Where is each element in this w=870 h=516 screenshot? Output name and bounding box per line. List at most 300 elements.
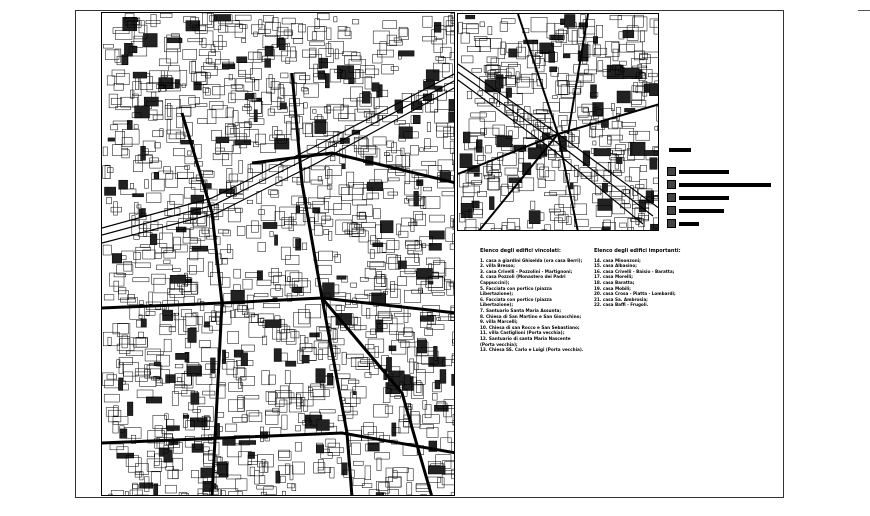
building-footprint [254,110,257,122]
building-footprint [393,468,408,473]
building-footprint [170,195,183,205]
building-footprint [337,458,341,464]
building-footprint [316,369,326,383]
building-footprint [227,168,232,182]
building-footprint [189,98,200,105]
legend-item [667,193,777,202]
building-footprint [451,219,454,227]
building-footprint [417,180,424,186]
building-footprint [502,226,507,232]
building-footprint [391,67,398,71]
list-item: 13. Chiesa SS. Carlo e Luigi (Porta vecchia). [480,347,584,353]
building-footprint [264,487,277,495]
building-footprint [217,462,226,474]
building-footprint [566,217,571,225]
building-footprint [111,125,118,130]
building-footprint [306,304,321,318]
building-footprint [429,243,442,250]
building-footprint [139,209,145,217]
building-footprint [184,214,191,223]
building-footprint [353,391,357,394]
building-footprint [413,212,422,220]
building-footprint [155,426,162,437]
building-footprint [251,221,258,232]
building-footprint [388,178,399,181]
building-footprint [353,461,363,465]
building-footprint [254,293,268,297]
building-footprint [218,35,222,50]
building-footprint [628,228,634,231]
building-footprint [502,19,516,24]
building-footprint [285,464,290,474]
building-footprint [486,146,492,154]
building-footprint [296,239,301,251]
building-footprint [119,378,123,391]
building-footprint [542,230,547,231]
building-footprint [423,401,427,410]
building-footprint [565,15,576,28]
building-footprint [111,207,122,212]
list-item: 5. Facciata con portico (piazza Libertazione); [480,285,552,297]
building-footprint [188,39,203,42]
building-footprint [121,298,136,302]
building-footprint [322,219,333,226]
building-footprint [154,454,159,465]
building-footprint [315,19,319,29]
building-footprint [261,206,276,221]
building-footprint [315,213,326,224]
building-footprint [219,26,228,32]
building-footprint [294,312,311,327]
building-footprint [360,277,368,281]
building-footprint [372,293,386,304]
building-footprint [175,385,187,394]
building-footprint [345,28,350,36]
building-footprint [323,449,329,452]
building-footprint [293,39,303,44]
building-footprint [247,410,259,416]
building-footprint [545,171,555,181]
building-footprint [413,115,420,123]
building-footprint [192,61,196,73]
building-footprint [553,96,558,99]
building-footprint [423,197,440,209]
building-footprint [487,178,500,190]
building-footprint [324,230,329,235]
building-footprint [394,38,401,42]
building-footprint [489,178,499,190]
building-footprint [372,83,379,92]
building-footprint [180,70,187,85]
building-footprint [460,154,472,168]
building-footprint [137,205,141,208]
building-footprint [498,48,505,58]
building-footprint [463,24,479,29]
building-footprint [134,125,138,129]
building-footprint [435,380,440,389]
building-footprint [510,230,514,231]
building-footprint [212,105,227,117]
building-footprint [263,222,277,228]
building-footprint [325,106,331,113]
building-footprint [179,320,186,335]
building-footprint [640,31,644,42]
building-footprint [249,413,262,422]
building-footprint [271,191,279,197]
list-item: 4. casa Pozzoli (Monastero dei Padri Cappuccini); [480,274,566,285]
legend-title-mark [669,148,691,152]
building-footprint [282,330,295,342]
building-footprint [336,306,345,311]
building-footprint [353,184,367,188]
legend-label [679,183,771,187]
building-footprint [486,164,500,172]
building-footprint [228,400,244,412]
building-footprint [506,106,519,113]
building-footprint [436,56,444,60]
building-footprint [153,115,163,120]
building-footprint [437,318,441,321]
building-footprint [105,187,116,195]
building-footprint [472,69,482,73]
building-footprint [103,147,107,156]
building-footprint [106,408,118,417]
building-footprint [428,461,441,465]
building-footprint [467,46,480,51]
building-footprint [279,452,292,461]
building-footprint [164,251,176,259]
building-footprint [186,313,196,325]
building-footprint [596,25,602,37]
building-footprint [166,375,176,383]
building-footprint [115,49,121,62]
list-item: 16. casa Crivelli - Baisio - Baratta; [594,268,675,274]
building-footprint [154,172,159,179]
legend-label [679,209,724,213]
building-footprint [374,208,381,218]
building-footprint [454,355,455,363]
main-map-drawing [102,13,455,496]
building-footprint [255,80,259,91]
building-footprint [176,353,188,359]
building-footprint [243,279,252,289]
building-footprint [125,18,138,22]
building-footprint [500,187,513,202]
building-footprint [453,234,455,244]
building-footprint [122,148,128,155]
building-footprint [275,131,282,135]
building-footprint [313,390,329,397]
building-footprint [471,113,487,117]
building-footprint [376,482,388,491]
building-footprint [260,463,268,472]
legend-item [667,167,777,176]
building-footprint [452,354,455,360]
building-footprint [143,34,157,48]
building-footprint [284,221,296,224]
building-footprint [191,393,199,405]
building-footprint [302,355,309,363]
building-footprint [608,137,612,145]
building-footprint [280,400,287,412]
building-footprint [204,322,209,327]
building-footprint [108,138,115,141]
building-footprint [113,417,128,425]
building-footprint [135,106,150,118]
building-footprint [615,145,625,151]
building-footprint [205,183,211,188]
building-footprint [387,155,393,161]
building-footprint [235,140,251,145]
building-footprint [590,228,601,231]
building-footprint [141,319,146,327]
building-footprint [366,344,374,349]
building-footprint [133,72,147,78]
building-footprint [571,230,583,231]
building-footprint [374,98,379,109]
building-footprint [323,283,335,298]
building-footprint [389,346,396,351]
building-footprint [425,100,437,113]
building-footprint [238,396,243,409]
list-item: 2. villa Bresso; [480,263,515,269]
building-footprint [167,426,180,431]
building-footprint [335,49,338,59]
building-footprint [598,199,612,211]
building-footprint [521,74,536,82]
building-footprint [104,295,114,300]
building-footprint [229,74,232,80]
building-footprint [214,41,227,46]
building-footprint [139,301,143,304]
building-footprint [237,226,245,235]
building-footprint [127,402,132,416]
building-footprint [361,360,373,364]
building-footprint [348,380,359,383]
building-footprint [125,491,128,496]
building-footprint [302,243,306,250]
building-footprint [167,119,171,134]
building-footprint [464,228,478,231]
building-footprint [331,329,336,340]
building-footprint [502,223,515,231]
building-footprint [282,217,292,228]
building-footprint [280,386,288,398]
building-footprint [105,165,110,179]
building-footprint [226,21,240,27]
building-footprint [147,451,154,457]
building-footprint [188,328,196,342]
building-footprint [491,58,498,70]
building-footprint [291,47,296,58]
building-footprint [385,406,393,413]
building-footprint [211,358,216,373]
building-footprint [450,53,455,60]
building-footprint [383,21,397,29]
building-footprint [117,360,120,368]
building-footprint [280,476,285,483]
building-footprint [316,445,323,453]
building-footprint [262,371,270,385]
building-footprint [341,385,347,389]
building-footprint [235,208,242,213]
building-footprint [116,106,131,110]
building-footprint [303,123,311,134]
building-footprint [265,320,281,328]
building-footprint [147,193,162,202]
building-footprint [490,39,501,49]
legend-label [679,222,699,226]
building-footprint [509,49,517,57]
building-footprint [319,251,333,260]
building-footprint [425,139,431,149]
building-footprint [160,13,172,17]
building-footprint [126,351,143,356]
building-footprint [551,35,564,40]
building-footprint [415,253,419,262]
building-footprint [352,443,361,455]
building-footprint [318,265,331,275]
building-footprint [466,220,476,231]
building-footprint [135,464,148,475]
building-footprint [393,471,397,478]
building-footprint [326,28,331,40]
building-footprint [648,73,657,77]
building-footprint [318,71,325,80]
building-footprint [448,314,455,320]
building-footprint [166,49,177,63]
building-footprint [227,245,230,253]
list-item: 7. Santuario Santa Maria Assunta; [480,307,562,313]
building-footprint [211,45,215,53]
building-footprint [240,25,247,29]
building-footprint [206,59,212,64]
building-footprint [270,232,273,237]
building-footprint [146,20,160,23]
building-footprint [308,388,312,391]
building-footprint [152,179,165,191]
building-footprint [386,357,391,371]
building-footprint [461,33,469,43]
building-footprint [630,142,645,155]
building-footprint [250,467,255,475]
building-footprint [350,325,367,330]
building-footprint [488,27,492,35]
building-footprint [160,233,173,247]
building-footprint [398,261,406,269]
building-footprint [320,410,336,413]
building-footprint [140,483,153,489]
building-footprint [427,122,430,131]
building-footprint [259,210,265,215]
building-footprint [374,405,389,418]
building-footprint [322,216,330,221]
building-footprint [207,13,213,27]
building-footprint [133,253,140,260]
building-footprint [413,221,417,225]
building-footprint [137,390,153,398]
building-footprint [147,352,163,355]
building-footprint [239,441,256,445]
building-footprint [572,31,577,45]
building-footprint [291,23,302,38]
building-footprint [420,148,424,152]
building-footprint [459,22,463,34]
building-footprint [296,394,300,409]
building-footprint [404,199,408,204]
building-footprint [122,150,129,158]
building-footprint [225,424,237,431]
list-heading: Elenco degli edifici vincolati: [480,248,561,254]
building-footprint [507,219,519,230]
building-footprint [250,164,262,173]
building-footprint [481,128,487,134]
building-footprint [378,313,391,320]
building-footprint [222,64,235,69]
building-footprint [383,116,398,122]
building-footprint [362,223,376,228]
list-item: 11. villa Castiglioni (Porta vecchia); [480,330,565,336]
building-footprint [658,144,659,148]
building-footprint [529,211,540,224]
building-footprint [445,462,455,474]
building-footprint [169,327,176,331]
building-footprint [118,291,128,300]
building-footprint [263,15,273,22]
building-footprint [311,384,324,397]
building-footprint [338,31,351,39]
building-footprint [352,20,358,25]
building-footprint [167,130,181,142]
building-footprint [114,83,123,90]
building-footprint [133,278,149,282]
building-footprint [497,136,512,147]
legend-swatch [667,193,676,202]
building-footprint [165,106,172,120]
building-footprint [620,223,627,227]
building-footprint [121,97,138,107]
building-footprint [334,17,337,22]
building-footprint [447,282,454,295]
building-footprint [198,489,203,496]
list-item: 10. Chiesa di san Rocco e San Sebastiano; [480,324,580,330]
building-footprint [334,203,351,214]
building-footprint [221,489,238,496]
building-footprint [305,124,313,137]
building-footprint [450,244,455,250]
building-footprint [387,141,394,147]
building-footprint [422,161,436,165]
building-footprint [282,415,287,429]
building-footprint [346,398,361,404]
building-footprint [279,450,290,457]
building-footprint [127,120,132,129]
building-footprint [187,151,191,155]
building-footprint [274,349,281,362]
building-footprint [112,70,125,76]
building-footprint [310,42,325,46]
legend-label [679,170,729,174]
building-footprint [429,231,444,239]
building-footprint [107,76,115,85]
building-footprint [342,352,346,364]
building-footprint [170,289,184,297]
legend-swatch [667,180,676,189]
building-footprint [133,94,139,107]
building-footprint [292,484,296,491]
building-footprint [433,292,445,295]
building-footprint [341,187,352,200]
